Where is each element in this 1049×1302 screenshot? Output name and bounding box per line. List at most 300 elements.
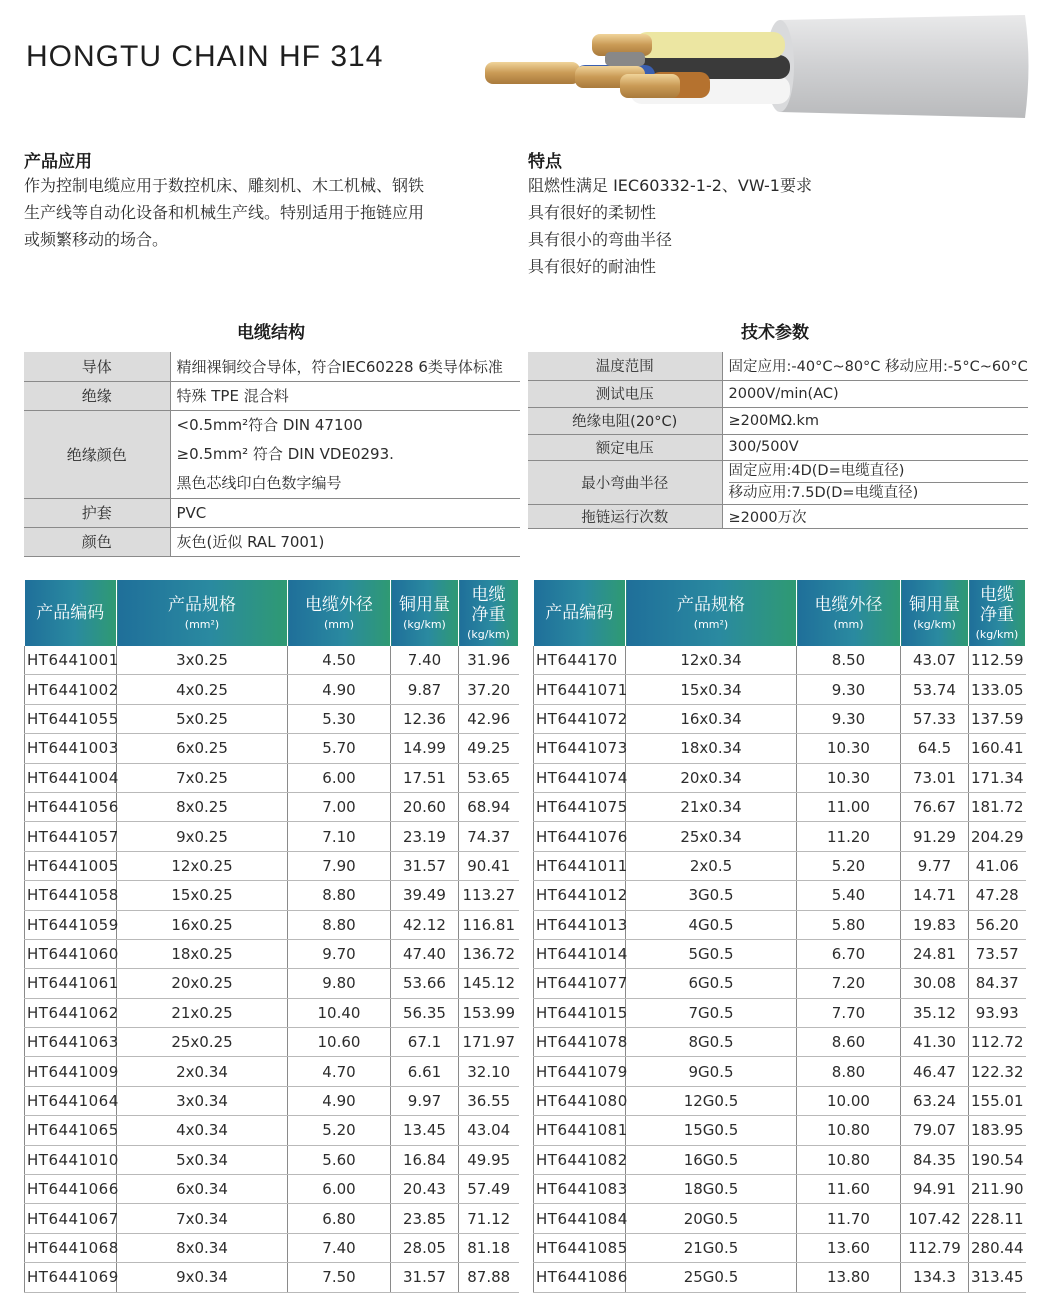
net-weight-cell: 68.94 — [459, 792, 519, 821]
spec-cell: 8x0.25 — [117, 792, 288, 821]
technical-key: 绝缘电阻(20°C) — [528, 407, 722, 434]
table-row — [534, 734, 1026, 763]
technical-value: 固定应用:4D(D=电缆直径) — [729, 461, 1029, 483]
product-code-cell: HT6441065 — [25, 1116, 117, 1145]
column-header-unit: (mm) — [833, 617, 864, 631]
technical-value: 移动应用:7.5D(D=电缆直径) — [728, 484, 919, 501]
structure-value: 精细裸铜绞合导体，符合IEC60228 6类导体标准 — [170, 352, 520, 381]
structure-value: PVC — [170, 498, 520, 527]
structure-key: 护套 — [24, 498, 170, 527]
table-row — [25, 734, 519, 763]
outer-diameter-cell: 8.80 — [288, 910, 391, 939]
structure-value: 灰色(近似 RAL 7001) — [170, 527, 520, 556]
copper-weight-cell: 46.47 — [901, 1057, 969, 1086]
copper-weight-cell: 20.60 — [391, 792, 459, 821]
spec-cell: 4x0.25 — [117, 675, 288, 704]
product-code-cell: HT6441009 — [25, 1057, 117, 1086]
column-header-unit: (kg/km) — [913, 617, 956, 631]
spec-cell: 16x0.25 — [117, 910, 288, 939]
column-header-label: 铜用量 — [399, 594, 450, 615]
net-weight-cell: 112.72 — [969, 1028, 1026, 1057]
technical-table — [528, 352, 1028, 529]
outer-diameter-cell: 10.30 — [797, 734, 901, 763]
net-weight-cell: 53.65 — [459, 763, 519, 792]
copper-weight-cell: 9.87 — [391, 675, 459, 704]
copper-weight-cell: 14.99 — [391, 734, 459, 763]
product-code-cell: HT6441063 — [25, 1028, 117, 1057]
spec-cell: 18x0.34 — [626, 734, 797, 763]
net-weight-cell: 93.93 — [969, 998, 1026, 1027]
structure-value: <0.5mm²符合 DIN 47100 — [176, 415, 363, 434]
table-row — [25, 646, 519, 675]
copper-weight-cell: 6.61 — [391, 1057, 459, 1086]
spec-cell: 8x0.34 — [117, 1233, 288, 1262]
product-code-cell: HT6441076 — [534, 822, 626, 851]
net-weight-cell: 90.41 — [459, 851, 519, 880]
outer-diameter-cell: 5.40 — [797, 881, 901, 910]
column-header-unit: (mm) — [323, 617, 354, 631]
table-row — [534, 939, 1026, 968]
net-weight-cell: 71.12 — [459, 1204, 519, 1233]
copper-weight-cell: 30.08 — [901, 969, 969, 998]
column-header — [626, 580, 797, 646]
product-code-cell: HT6441085 — [534, 1233, 626, 1262]
table-row — [25, 1204, 519, 1233]
product-code-cell: HT6441081 — [534, 1116, 626, 1145]
net-weight-cell: 228.11 — [969, 1204, 1026, 1233]
outer-diameter-cell: 9.30 — [797, 704, 901, 733]
product-code-cell: HT6441066 — [25, 1175, 117, 1204]
product-code-cell: HT6441075 — [534, 792, 626, 821]
copper-weight-cell: 57.33 — [901, 704, 969, 733]
cable-illustration — [480, 10, 1040, 125]
net-weight-cell: 113.27 — [459, 881, 519, 910]
net-weight-cell: 81.18 — [459, 1233, 519, 1262]
outer-diameter-cell: 7.90 — [288, 851, 391, 880]
spec-cell: 21G0.5 — [626, 1233, 797, 1262]
product-code-cell: HT6441015 — [534, 998, 626, 1027]
spec-cell: 3x0.25 — [117, 646, 288, 675]
net-weight-cell: 43.04 — [459, 1116, 519, 1145]
spec-cell: 6x0.34 — [117, 1175, 288, 1204]
structure-key: 绝缘 — [24, 381, 170, 410]
spec-cell: 3x0.34 — [117, 1086, 288, 1115]
spec-cell: 16x0.34 — [626, 704, 797, 733]
outer-diameter-cell: 13.60 — [797, 1233, 901, 1262]
product-code-cell: HT6441060 — [25, 939, 117, 968]
table-row — [25, 969, 519, 998]
table-row — [25, 1057, 519, 1086]
column-header-label: 产品编码 — [36, 603, 105, 623]
spec-cell: 12G0.5 — [626, 1086, 797, 1115]
structure-value: ≥0.5mm² 符合 DIN VDE0293. — [176, 444, 394, 463]
product-code-cell: HT6441002 — [25, 675, 117, 704]
spec-cell: 21x0.34 — [626, 792, 797, 821]
net-weight-cell: 153.99 — [459, 998, 519, 1027]
outer-diameter-cell: 11.70 — [797, 1204, 901, 1233]
technical-row — [528, 460, 1028, 504]
table-row — [534, 881, 1026, 910]
net-weight-cell: 155.01 — [969, 1086, 1026, 1115]
net-weight-cell: 145.12 — [459, 969, 519, 998]
spec-cell: 18G0.5 — [626, 1175, 797, 1204]
outer-diameter-cell: 4.90 — [288, 675, 391, 704]
column-header-label: 产品规格 — [677, 594, 745, 615]
spec-cell: 12x0.34 — [626, 646, 797, 675]
net-weight-cell: 74.37 — [459, 822, 519, 851]
spec-cell: 25x0.25 — [117, 1028, 288, 1057]
column-header — [117, 580, 288, 646]
product-code-cell: HT644170 — [534, 646, 626, 675]
copper-weight-cell: 47.40 — [391, 939, 459, 968]
outer-diameter-cell: 7.40 — [288, 1233, 391, 1262]
spec-cell: 20x0.25 — [117, 969, 288, 998]
spec-cell: 9x0.25 — [117, 822, 288, 851]
spec-cell: 21x0.25 — [117, 998, 288, 1027]
application-heading: 产品应用 — [24, 152, 92, 172]
outer-diameter-cell: 4.50 — [288, 646, 391, 675]
net-weight-cell: 160.41 — [969, 734, 1026, 763]
copper-weight-cell: 20.43 — [391, 1175, 459, 1204]
technical-row — [528, 352, 1028, 380]
technical-value: ≥200MΩ.km — [722, 407, 1028, 434]
outer-diameter-cell: 6.80 — [288, 1204, 391, 1233]
net-weight-cell: 183.95 — [969, 1116, 1026, 1145]
table-row — [534, 675, 1026, 704]
spec-cell: 20G0.5 — [626, 1204, 797, 1233]
outer-diameter-cell: 10.60 — [288, 1028, 391, 1057]
spec-cell: 15x0.25 — [117, 881, 288, 910]
table-row — [25, 881, 519, 910]
spec-cell: 8G0.5 — [626, 1028, 797, 1057]
technical-value: 300/500V — [722, 434, 1028, 460]
spec-cell: 7x0.25 — [117, 763, 288, 792]
table-row — [534, 1204, 1026, 1233]
net-weight-cell: 136.72 — [459, 939, 519, 968]
table-row — [25, 1145, 519, 1174]
spec-cell: 7x0.34 — [117, 1204, 288, 1233]
product-code-cell: HT6441079 — [534, 1057, 626, 1086]
application-line: 作为控制电缆应用于数控机床、雕刻机、木工机械、钢铁 — [24, 176, 425, 195]
outer-diameter-cell: 8.60 — [797, 1028, 901, 1057]
table-row — [534, 792, 1026, 821]
product-code-cell: HT6441074 — [534, 763, 626, 792]
net-weight-cell: 47.28 — [969, 881, 1026, 910]
table-row — [534, 646, 1026, 675]
outer-diameter-cell: 5.20 — [288, 1116, 391, 1145]
product-code-cell: HT6441004 — [25, 763, 117, 792]
copper-weight-cell: 16.84 — [391, 1145, 459, 1174]
product-table-header — [534, 580, 1026, 646]
spec-cell: 15x0.34 — [626, 675, 797, 704]
product-code-cell: HT6441067 — [25, 1204, 117, 1233]
copper-weight-cell: 67.1 — [391, 1028, 459, 1057]
net-weight-cell: 87.88 — [459, 1263, 519, 1292]
spec-cell: 20x0.34 — [626, 763, 797, 792]
product-code-cell: HT6441005 — [25, 851, 117, 880]
product-code-cell: HT6441011 — [534, 851, 626, 880]
copper-weight-cell: 7.40 — [391, 646, 459, 675]
technical-row — [528, 407, 1028, 434]
net-weight-cell: 133.05 — [969, 675, 1026, 704]
copper-weight-cell: 53.66 — [391, 969, 459, 998]
copper-weight-cell: 19.83 — [901, 910, 969, 939]
table-row — [534, 1028, 1026, 1057]
table-row — [534, 1145, 1026, 1174]
outer-diameter-cell: 6.70 — [797, 939, 901, 968]
column-header-label: 铜用量 — [909, 594, 960, 615]
product-code-cell: HT6441084 — [534, 1204, 626, 1233]
net-weight-cell: 49.25 — [459, 734, 519, 763]
table-row — [534, 998, 1026, 1027]
outer-diameter-cell: 8.80 — [288, 881, 391, 910]
product-code-cell: HT6441077 — [534, 969, 626, 998]
structure-heading: 电缆结构 — [237, 323, 305, 343]
structure-row — [24, 381, 520, 410]
copper-weight-cell: 43.07 — [901, 646, 969, 675]
product-code-cell: HT6441001 — [25, 646, 117, 675]
copper-weight-cell: 35.12 — [901, 998, 969, 1027]
product-code-cell: HT6441064 — [25, 1086, 117, 1115]
spec-cell: 7G0.5 — [626, 998, 797, 1027]
outer-diameter-cell: 9.30 — [797, 675, 901, 704]
outer-diameter-cell: 11.20 — [797, 822, 901, 851]
net-weight-cell: 36.55 — [459, 1086, 519, 1115]
copper-weight-cell: 13.45 — [391, 1116, 459, 1145]
product-table-header — [25, 580, 519, 646]
outer-diameter-cell: 5.80 — [797, 910, 901, 939]
copper-weight-cell: 14.71 — [901, 881, 969, 910]
column-header — [534, 580, 626, 646]
features-list — [528, 172, 812, 280]
product-code-cell: HT6441068 — [25, 1233, 117, 1262]
application-text — [24, 172, 424, 253]
net-weight-cell: 31.96 — [459, 646, 519, 675]
table-row — [25, 998, 519, 1027]
net-weight-cell: 41.06 — [969, 851, 1026, 880]
product-code-cell: HT6441086 — [534, 1263, 626, 1292]
technical-heading: 技术参数 — [741, 323, 809, 343]
copper-weight-cell: 12.36 — [391, 704, 459, 733]
column-header — [459, 580, 519, 646]
spec-cell: 9G0.5 — [626, 1057, 797, 1086]
column-header — [901, 580, 969, 646]
product-code-cell: HT6441056 — [25, 792, 117, 821]
copper-weight-cell: 76.67 — [901, 792, 969, 821]
column-header — [797, 580, 901, 646]
product-code-cell: HT6441082 — [534, 1145, 626, 1174]
outer-diameter-cell: 10.00 — [797, 1086, 901, 1115]
product-code-cell: HT6441071 — [534, 675, 626, 704]
outer-diameter-cell: 8.80 — [797, 1057, 901, 1086]
product-code-cell: HT6441061 — [25, 969, 117, 998]
net-weight-cell: 37.20 — [459, 675, 519, 704]
column-header-label: 产品编码 — [545, 603, 614, 623]
column-header — [391, 580, 459, 646]
product-code-cell: HT6441072 — [534, 704, 626, 733]
product-code-cell: HT6441062 — [25, 998, 117, 1027]
outer-diameter-cell: 11.00 — [797, 792, 901, 821]
copper-weight-cell: 28.05 — [391, 1233, 459, 1262]
spec-cell: 5G0.5 — [626, 939, 797, 968]
copper-weight-cell: 42.12 — [391, 910, 459, 939]
product-code-cell: HT6441083 — [534, 1175, 626, 1204]
product-code-cell: HT6441059 — [25, 910, 117, 939]
structure-key: 导体 — [24, 352, 170, 381]
net-weight-cell: 112.59 — [969, 646, 1026, 675]
outer-diameter-cell: 7.00 — [288, 792, 391, 821]
copper-weight-cell: 94.91 — [901, 1175, 969, 1204]
copper-weight-cell: 73.01 — [901, 763, 969, 792]
table-row — [534, 910, 1026, 939]
column-header-label: 电缆净重 — [471, 584, 506, 625]
outer-diameter-cell: 11.60 — [797, 1175, 901, 1204]
copper-weight-cell: 134.3 — [901, 1263, 969, 1292]
net-weight-cell: 313.45 — [969, 1263, 1026, 1292]
column-header-unit: (kg/km) — [975, 627, 1019, 641]
outer-diameter-cell: 10.80 — [797, 1145, 901, 1174]
net-weight-cell: 137.59 — [969, 704, 1026, 733]
spec-cell: 6G0.5 — [626, 969, 797, 998]
copper-weight-cell: 41.30 — [901, 1028, 969, 1057]
technical-value: 2000V/min(AC) — [722, 380, 1028, 407]
application-line: 生产线等自动化设备和机械生产线。特别适用于拖链应用 — [24, 203, 425, 222]
product-code-cell: HT6441013 — [534, 910, 626, 939]
structure-key: 颜色 — [24, 527, 170, 556]
net-weight-cell: 171.34 — [969, 763, 1026, 792]
table-row — [25, 822, 519, 851]
technical-row — [528, 380, 1028, 407]
outer-diameter-cell: 5.20 — [797, 851, 901, 880]
outer-diameter-cell: 7.10 — [288, 822, 391, 851]
spec-cell: 3G0.5 — [626, 881, 797, 910]
outer-diameter-cell: 5.30 — [288, 704, 391, 733]
outer-diameter-cell: 7.20 — [797, 969, 901, 998]
feature-item: 阻燃性满足 IEC60332-1-2、VW-1要求 — [528, 176, 812, 195]
table-row — [534, 704, 1026, 733]
product-code-cell: HT6441078 — [534, 1028, 626, 1057]
technical-key: 拖链运行次数 — [528, 504, 722, 528]
net-weight-cell: 116.81 — [459, 910, 519, 939]
technical-key: 测试电压 — [528, 380, 722, 407]
net-weight-cell: 49.95 — [459, 1145, 519, 1174]
outer-diameter-cell: 6.00 — [288, 1175, 391, 1204]
copper-weight-cell: 9.97 — [391, 1086, 459, 1115]
technical-key: 额定电压 — [528, 434, 722, 460]
table-row — [534, 1116, 1026, 1145]
net-weight-cell: 57.49 — [459, 1175, 519, 1204]
copper-weight-cell: 39.49 — [391, 881, 459, 910]
structure-table — [24, 352, 520, 557]
net-weight-cell: 42.96 — [459, 704, 519, 733]
table-row — [534, 1086, 1026, 1115]
copper-weight-cell: 91.29 — [901, 822, 969, 851]
net-weight-cell: 204.29 — [969, 822, 1026, 851]
outer-diameter-cell: 4.70 — [288, 1057, 391, 1086]
column-header-unit: (kg/km) — [467, 627, 510, 641]
net-weight-cell: 84.37 — [969, 969, 1026, 998]
structure-row — [24, 410, 520, 498]
net-weight-cell: 211.90 — [969, 1175, 1026, 1204]
table-row — [25, 851, 519, 880]
spec-cell: 2x0.34 — [117, 1057, 288, 1086]
product-code-cell: HT6441069 — [25, 1263, 117, 1292]
table-row — [25, 704, 519, 733]
copper-weight-cell: 64.5 — [901, 734, 969, 763]
spec-cell: 6x0.25 — [117, 734, 288, 763]
copper-weight-cell: 112.79 — [901, 1233, 969, 1262]
structure-value: 黑色芯线印白色数字编号 — [176, 473, 342, 492]
spec-cell: 4G0.5 — [626, 910, 797, 939]
product-code-cell: HT6441010 — [25, 1145, 117, 1174]
table-row — [25, 939, 519, 968]
product-code-cell: HT6441080 — [534, 1086, 626, 1115]
table-row — [25, 675, 519, 704]
page-title: HONGTU CHAIN HF 314 — [26, 40, 384, 73]
outer-diameter-cell: 13.80 — [797, 1263, 901, 1292]
copper-weight-cell: 53.74 — [901, 675, 969, 704]
spec-cell: 25G0.5 — [626, 1263, 797, 1292]
product-table-right — [533, 580, 1026, 1293]
technical-value: 固定应用:-40°C~80°C 移动应用:-5°C~60°C — [722, 352, 1028, 380]
net-weight-cell: 280.44 — [969, 1233, 1026, 1262]
net-weight-cell: 56.20 — [969, 910, 1026, 939]
product-code-cell: HT6441012 — [534, 881, 626, 910]
copper-weight-cell: 63.24 — [901, 1086, 969, 1115]
product-code-cell: HT6441014 — [534, 939, 626, 968]
technical-value: ≥2000万次 — [722, 504, 1028, 528]
spec-cell: 25x0.34 — [626, 822, 797, 851]
outer-diameter-cell: 10.80 — [797, 1116, 901, 1145]
outer-diameter-cell: 9.80 — [288, 969, 391, 998]
copper-weight-cell: 31.57 — [391, 1263, 459, 1292]
table-row — [25, 1086, 519, 1115]
table-row — [25, 763, 519, 792]
table-row — [25, 792, 519, 821]
feature-item: 具有很小的弯曲半径 — [528, 230, 673, 249]
spec-cell: 4x0.34 — [117, 1116, 288, 1145]
product-code-cell: HT6441055 — [25, 704, 117, 733]
product-code-cell: HT6441058 — [25, 881, 117, 910]
product-code-cell: HT6441003 — [25, 734, 117, 763]
net-weight-cell: 122.32 — [969, 1057, 1026, 1086]
table-row — [25, 1263, 519, 1292]
copper-weight-cell: 56.35 — [391, 998, 459, 1027]
application-line: 或频繁移动的场合。 — [24, 230, 169, 249]
column-header-label: 产品规格 — [168, 594, 236, 615]
product-code-cell: HT6441073 — [534, 734, 626, 763]
table-row — [534, 1175, 1026, 1204]
spec-cell: 2x0.5 — [626, 851, 797, 880]
technical-key: 温度范围 — [528, 352, 722, 380]
net-weight-cell: 73.57 — [969, 939, 1026, 968]
product-code-cell: HT6441057 — [25, 822, 117, 851]
outer-diameter-cell: 6.00 — [288, 763, 391, 792]
technical-row — [528, 504, 1028, 528]
spec-cell: 9x0.34 — [117, 1263, 288, 1292]
feature-item: 具有很好的耐油性 — [528, 257, 657, 276]
feature-item: 具有很好的柔韧性 — [528, 203, 657, 222]
spec-cell: 15G0.5 — [626, 1116, 797, 1145]
table-row — [534, 1263, 1026, 1292]
spec-cell: 12x0.25 — [117, 851, 288, 880]
outer-diameter-cell: 5.70 — [288, 734, 391, 763]
column-header-unit: (mm²) — [693, 617, 729, 631]
copper-weight-cell: 31.57 — [391, 851, 459, 880]
spec-cell: 5x0.34 — [117, 1145, 288, 1174]
table-row — [534, 763, 1026, 792]
table-row — [534, 851, 1026, 880]
